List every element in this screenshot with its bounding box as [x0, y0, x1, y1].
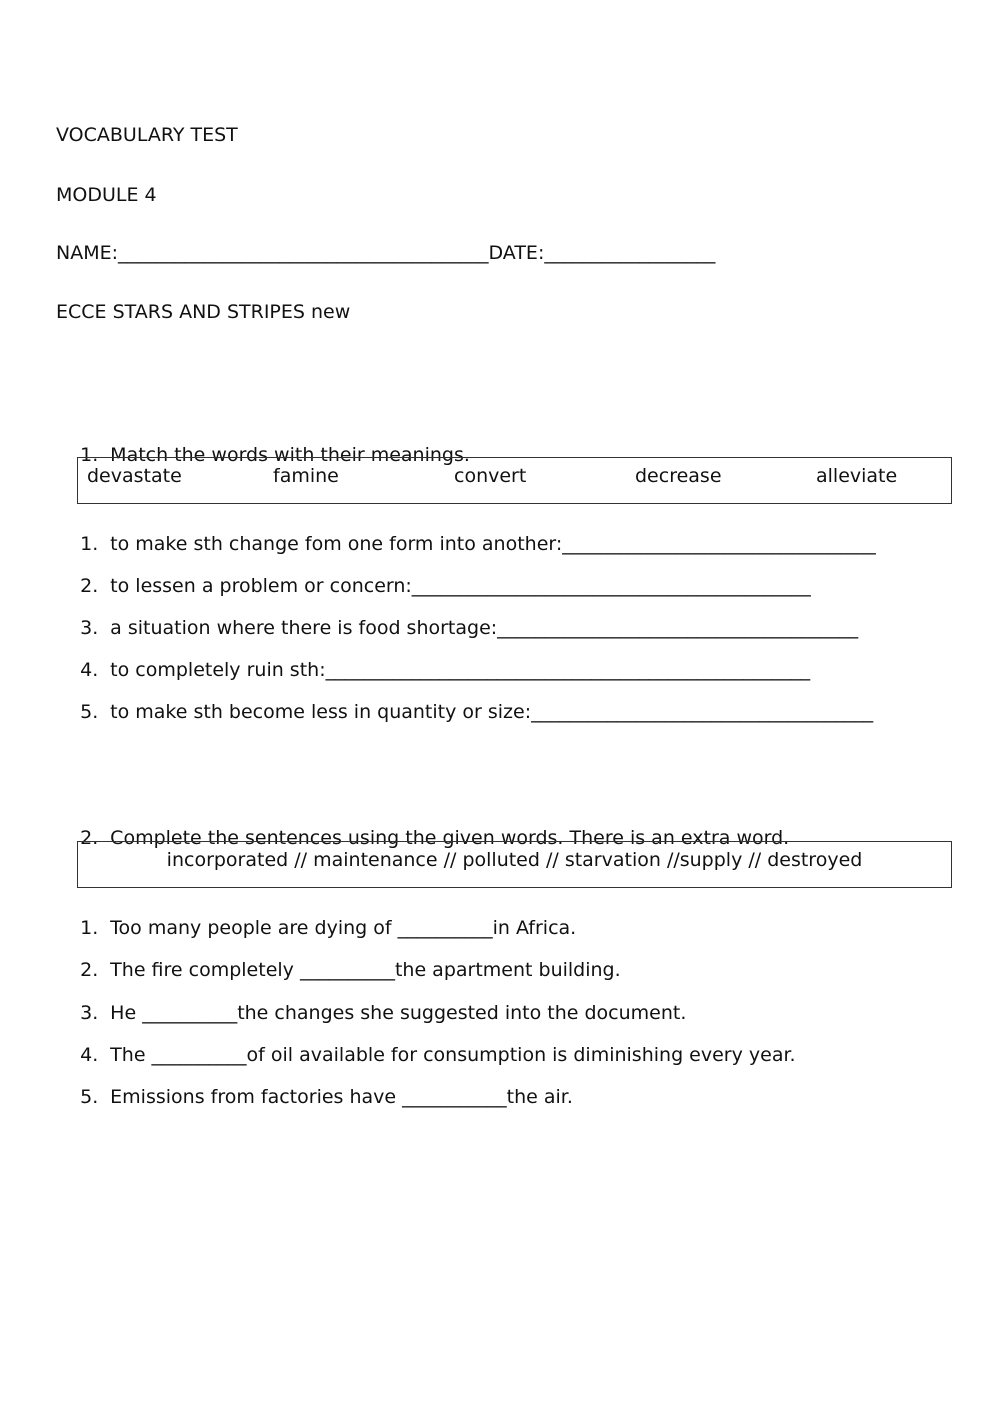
exercise2-instruction: Complete the sentences using the given words. There is an extra word.	[110, 827, 790, 849]
item-number: 5.	[80, 701, 99, 723]
module-label: MODULE 4	[56, 184, 157, 206]
match-item-text: a situation where there is food shortage:______________________________________	[110, 617, 859, 639]
test-title: VOCABULARY TEST	[56, 124, 238, 146]
match-item-text: to lessen a problem or concern:__________________________________________	[110, 575, 811, 597]
course-label: ECCE STARS AND STRIPES new	[56, 301, 351, 323]
exercise2-number: 2.	[80, 827, 99, 849]
item-number: 3.	[80, 1002, 99, 1024]
word-list-box	[77, 841, 952, 888]
item-number: 2.	[80, 575, 99, 597]
sentence-item	[56, 1061, 573, 1133]
sentence-text: Too many people are dying of __________in Africa.	[110, 917, 577, 939]
match-item-text: to make sth become less in quantity or size:____________________________________	[110, 701, 874, 723]
word-bank-word: convert	[454, 465, 527, 487]
sentence-text: Emissions from factories have ___________the air.	[110, 1086, 573, 1108]
word-bank-word: famine	[273, 465, 339, 487]
word-bank-word: devastate	[87, 465, 182, 487]
item-number: 2.	[80, 959, 99, 981]
word-bank-word: decrease	[635, 465, 722, 487]
word-list-text: incorporated // maintenance // polluted // starvation //supply // destroyed	[166, 849, 863, 871]
match-item-text: to make sth change fom one form into another:_________________________________	[110, 533, 876, 555]
item-number: 5.	[80, 1086, 99, 1108]
item-number: 3.	[80, 617, 99, 639]
sentence-text: The __________of oil available for consumption is diminishing every year.	[110, 1044, 796, 1066]
word-bank-box	[77, 457, 952, 504]
sentence-text: He __________the changes she suggested into the document.	[110, 1002, 687, 1024]
exercise1-instruction: Match the words with their meanings.	[110, 444, 470, 466]
item-number: 1.	[80, 533, 99, 555]
match-item	[56, 676, 873, 748]
match-item-text: to completely ruin sth:___________________________________________________	[110, 659, 811, 681]
sentence-text: The fire completely __________the apartment building.	[110, 959, 621, 981]
item-number: 4.	[80, 1044, 99, 1066]
exercise1-number: 1.	[80, 444, 99, 466]
name-date-line: NAME:_______________________________________DATE:__________________	[56, 242, 716, 264]
item-number: 1.	[80, 917, 99, 939]
word-bank-word: alleviate	[816, 465, 898, 487]
item-number: 4.	[80, 659, 99, 681]
